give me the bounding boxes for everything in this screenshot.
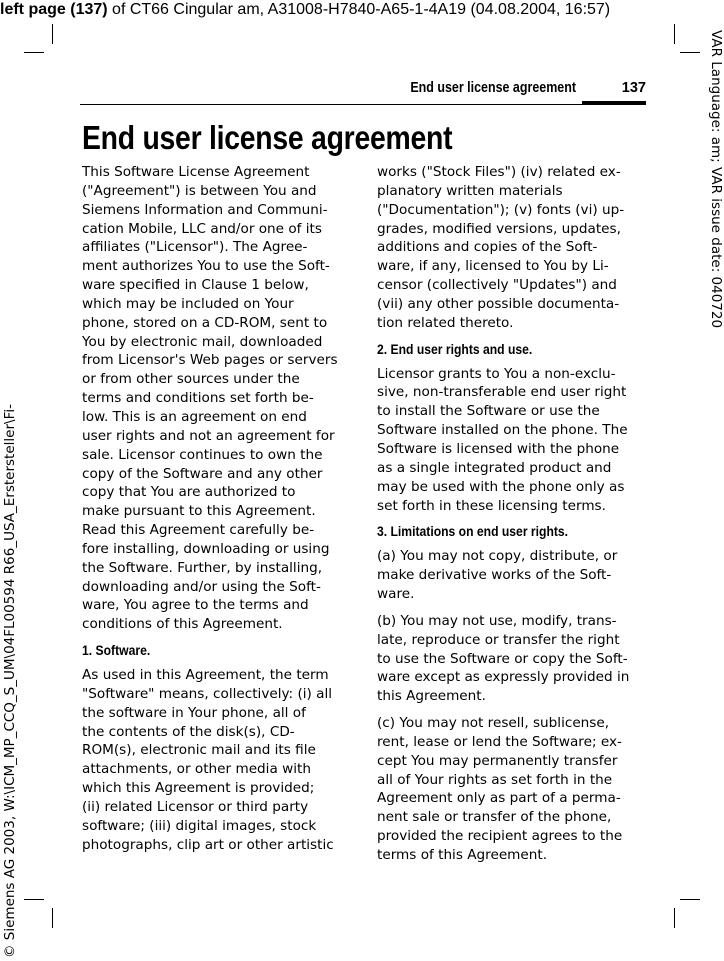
text-line: the software in Your phone, all of — [82, 704, 306, 721]
crop-mark-bottom-right-h — [680, 899, 700, 900]
section-heading-software: 1. Software. — [82, 643, 151, 659]
text-line: nent sale or transfer of the phone, — [377, 809, 612, 826]
limitation-c-paragraph — [377, 714, 645, 865]
page-number-rule — [582, 101, 646, 104]
text-line: as a single integrated product and — [377, 459, 612, 476]
text-line: the Software. Further, by installing, — [82, 559, 323, 576]
text-line: to install the Software or use the — [377, 403, 600, 420]
text-line: the contents of the disk(s), CD- — [82, 723, 295, 740]
header-rule — [80, 104, 646, 105]
text-line: Software is licensed with the phone — [377, 440, 620, 457]
text-line: (b) You may not use, modify, trans- — [377, 612, 617, 629]
text-line: make derivative works of the Soft- — [377, 567, 612, 584]
text-line: (a) You may not copy, distribute, or — [377, 548, 618, 565]
page-title: End user license agreement — [82, 119, 453, 156]
text-line: ware specified in Clause 1 below, — [82, 277, 309, 294]
text-line: set forth in these licensing terms. — [377, 497, 606, 514]
text-line: or from other sources under the — [82, 371, 300, 388]
text-line: all of Your rights as set forth in the — [377, 771, 613, 788]
page-number: 137 — [621, 80, 646, 96]
text-line: As used in this Agreement, the term — [82, 667, 329, 684]
text-line: from Licensor's Web pages or servers — [82, 352, 338, 369]
text-line: ROM(s), electronic mail and its file — [82, 742, 316, 759]
text-line: ("Documentation"); (v) fonts (vi) up- — [377, 201, 625, 218]
text-line: make pursuant to this Agreement. — [82, 503, 316, 520]
intro-paragraph — [82, 163, 350, 634]
crop-mark-top-right-v — [674, 24, 675, 44]
text-line: ment authorizes You to use the Soft- — [82, 258, 330, 275]
section-heading-rights: 2. End user rights and use. — [377, 341, 533, 357]
text-line: copy of the Software and any other — [82, 465, 323, 482]
text-line: which may be included on Your — [82, 295, 294, 312]
text-line: Licensor grants to You a non-exclu- — [377, 365, 616, 382]
text-line: downloading and/or using the Soft- — [82, 578, 321, 595]
text-line: ware. — [377, 586, 415, 603]
rights-paragraph — [377, 365, 645, 516]
text-line: tion related thereto. — [377, 314, 514, 331]
text-line: ("Agreement") is between You and — [82, 182, 317, 199]
crop-mark-top-right-h — [680, 52, 700, 53]
text-line: This Software License Agreement — [82, 164, 310, 180]
text-line: sive, non-transferable end user right — [377, 384, 627, 401]
crop-mark-top-left-h — [24, 52, 44, 53]
text-line: provided the recipient agrees to the — [377, 828, 623, 845]
text-line: cept You may permanently transfer — [377, 752, 618, 769]
text-line: late, reproduce or transfer the right — [377, 631, 620, 648]
section-heading-limitations: 3. Limitations on end user rights. — [377, 524, 569, 540]
text-line: attachments, or other media with — [82, 761, 311, 778]
crop-mark-bottom-left-h — [24, 899, 44, 900]
left-column — [82, 163, 350, 863]
text-line: rent, lease or lend the Software; ex- — [377, 733, 622, 750]
text-line: (vii) any other possible documenta- — [377, 295, 620, 312]
text-line: You by electronic mail, downloaded — [82, 333, 323, 350]
var-language-text: VAR Language: am; VAR issue date: 040720 — [708, 30, 724, 329]
text-line: terms of this Agreement. — [377, 847, 548, 863]
software-paragraph — [82, 666, 350, 854]
copyright-path-text: © Siemens AG 2003, W:\ICM_MP_CCQ_S_UM\04FL00594 R66_USA_Erstersteller\Fi- — [2, 404, 18, 958]
text-line: "Software" means, collectively: (i) all — [82, 685, 333, 702]
text-line: user rights and not an agreement for — [82, 427, 335, 444]
side-info-left — [0, 404, 20, 961]
print-job-page: left page (137) — [0, 1, 108, 18]
running-header-title: End user license agreement — [410, 80, 576, 96]
text-line: additions and copies of the Soft- — [377, 239, 598, 256]
side-info-right — [706, 30, 724, 590]
text-line: Agreement only as part of a perma- — [377, 790, 621, 807]
crop-mark-top-left-v — [52, 24, 53, 44]
text-line: (c) You may not resell, sublicense, — [377, 715, 610, 732]
text-line: Siemens Information and Communi- — [82, 201, 328, 218]
crop-mark-bottom-left-v — [52, 908, 53, 928]
text-line: to use the Software or copy the Soft- — [377, 650, 628, 667]
text-line: copy that You are authorized to — [82, 484, 296, 501]
text-line: photographs, clip art or other artistic — [82, 836, 334, 853]
text-line: planatory written materials — [377, 182, 563, 199]
text-line: low. This is an agreement on end — [82, 408, 307, 425]
text-line: terms and conditions set forth be- — [82, 390, 314, 407]
text-line: which this Agreement is provided; — [82, 780, 315, 797]
text-line: fore installing, downloading or using — [82, 540, 330, 557]
text-line: phone, stored on a CD-ROM, sent to — [82, 314, 328, 331]
print-job-details: of CT66 Cingular am, A31008-H7840-A65-1-4A19 (04.08.2004, 16:57) — [107, 1, 611, 18]
right-column — [377, 163, 645, 873]
software-paragraph-continued — [377, 163, 645, 333]
text-line: ware except as expressly provided in — [377, 669, 630, 686]
text-line: censor (collectively "Updates") and — [377, 277, 617, 294]
text-line: ware, You agree to the terms and — [82, 597, 309, 614]
limitation-a-paragraph — [377, 547, 645, 604]
text-line: this Agreement. — [377, 688, 486, 705]
limitation-b-paragraph — [377, 612, 645, 706]
text-line: may be used with the phone only as — [377, 478, 625, 495]
text-line: Software installed on the phone. The — [377, 422, 628, 439]
text-line: ware, if any, licensed to You by Li- — [377, 258, 609, 275]
text-line: Read this Agreement carefully be- — [82, 522, 315, 539]
text-line: grades, modified versions, updates, — [377, 220, 621, 237]
crop-mark-bottom-right-v — [674, 908, 675, 928]
print-job-line — [0, 0, 610, 20]
text-line: cation Mobile, LLC and/or one of its — [82, 220, 322, 237]
text-line: affiliates ("Licensor"). The Agree- — [82, 239, 308, 256]
text-line: (ii) related Licensor or third party — [82, 799, 309, 815]
text-line: works ("Stock Files") (iv) related ex- — [377, 164, 621, 180]
text-line: software; (iii) digital images, stock — [82, 817, 317, 834]
text-line: conditions of this Agreement. — [82, 616, 283, 633]
text-line: sale. Licensor continues to own the — [82, 446, 323, 463]
